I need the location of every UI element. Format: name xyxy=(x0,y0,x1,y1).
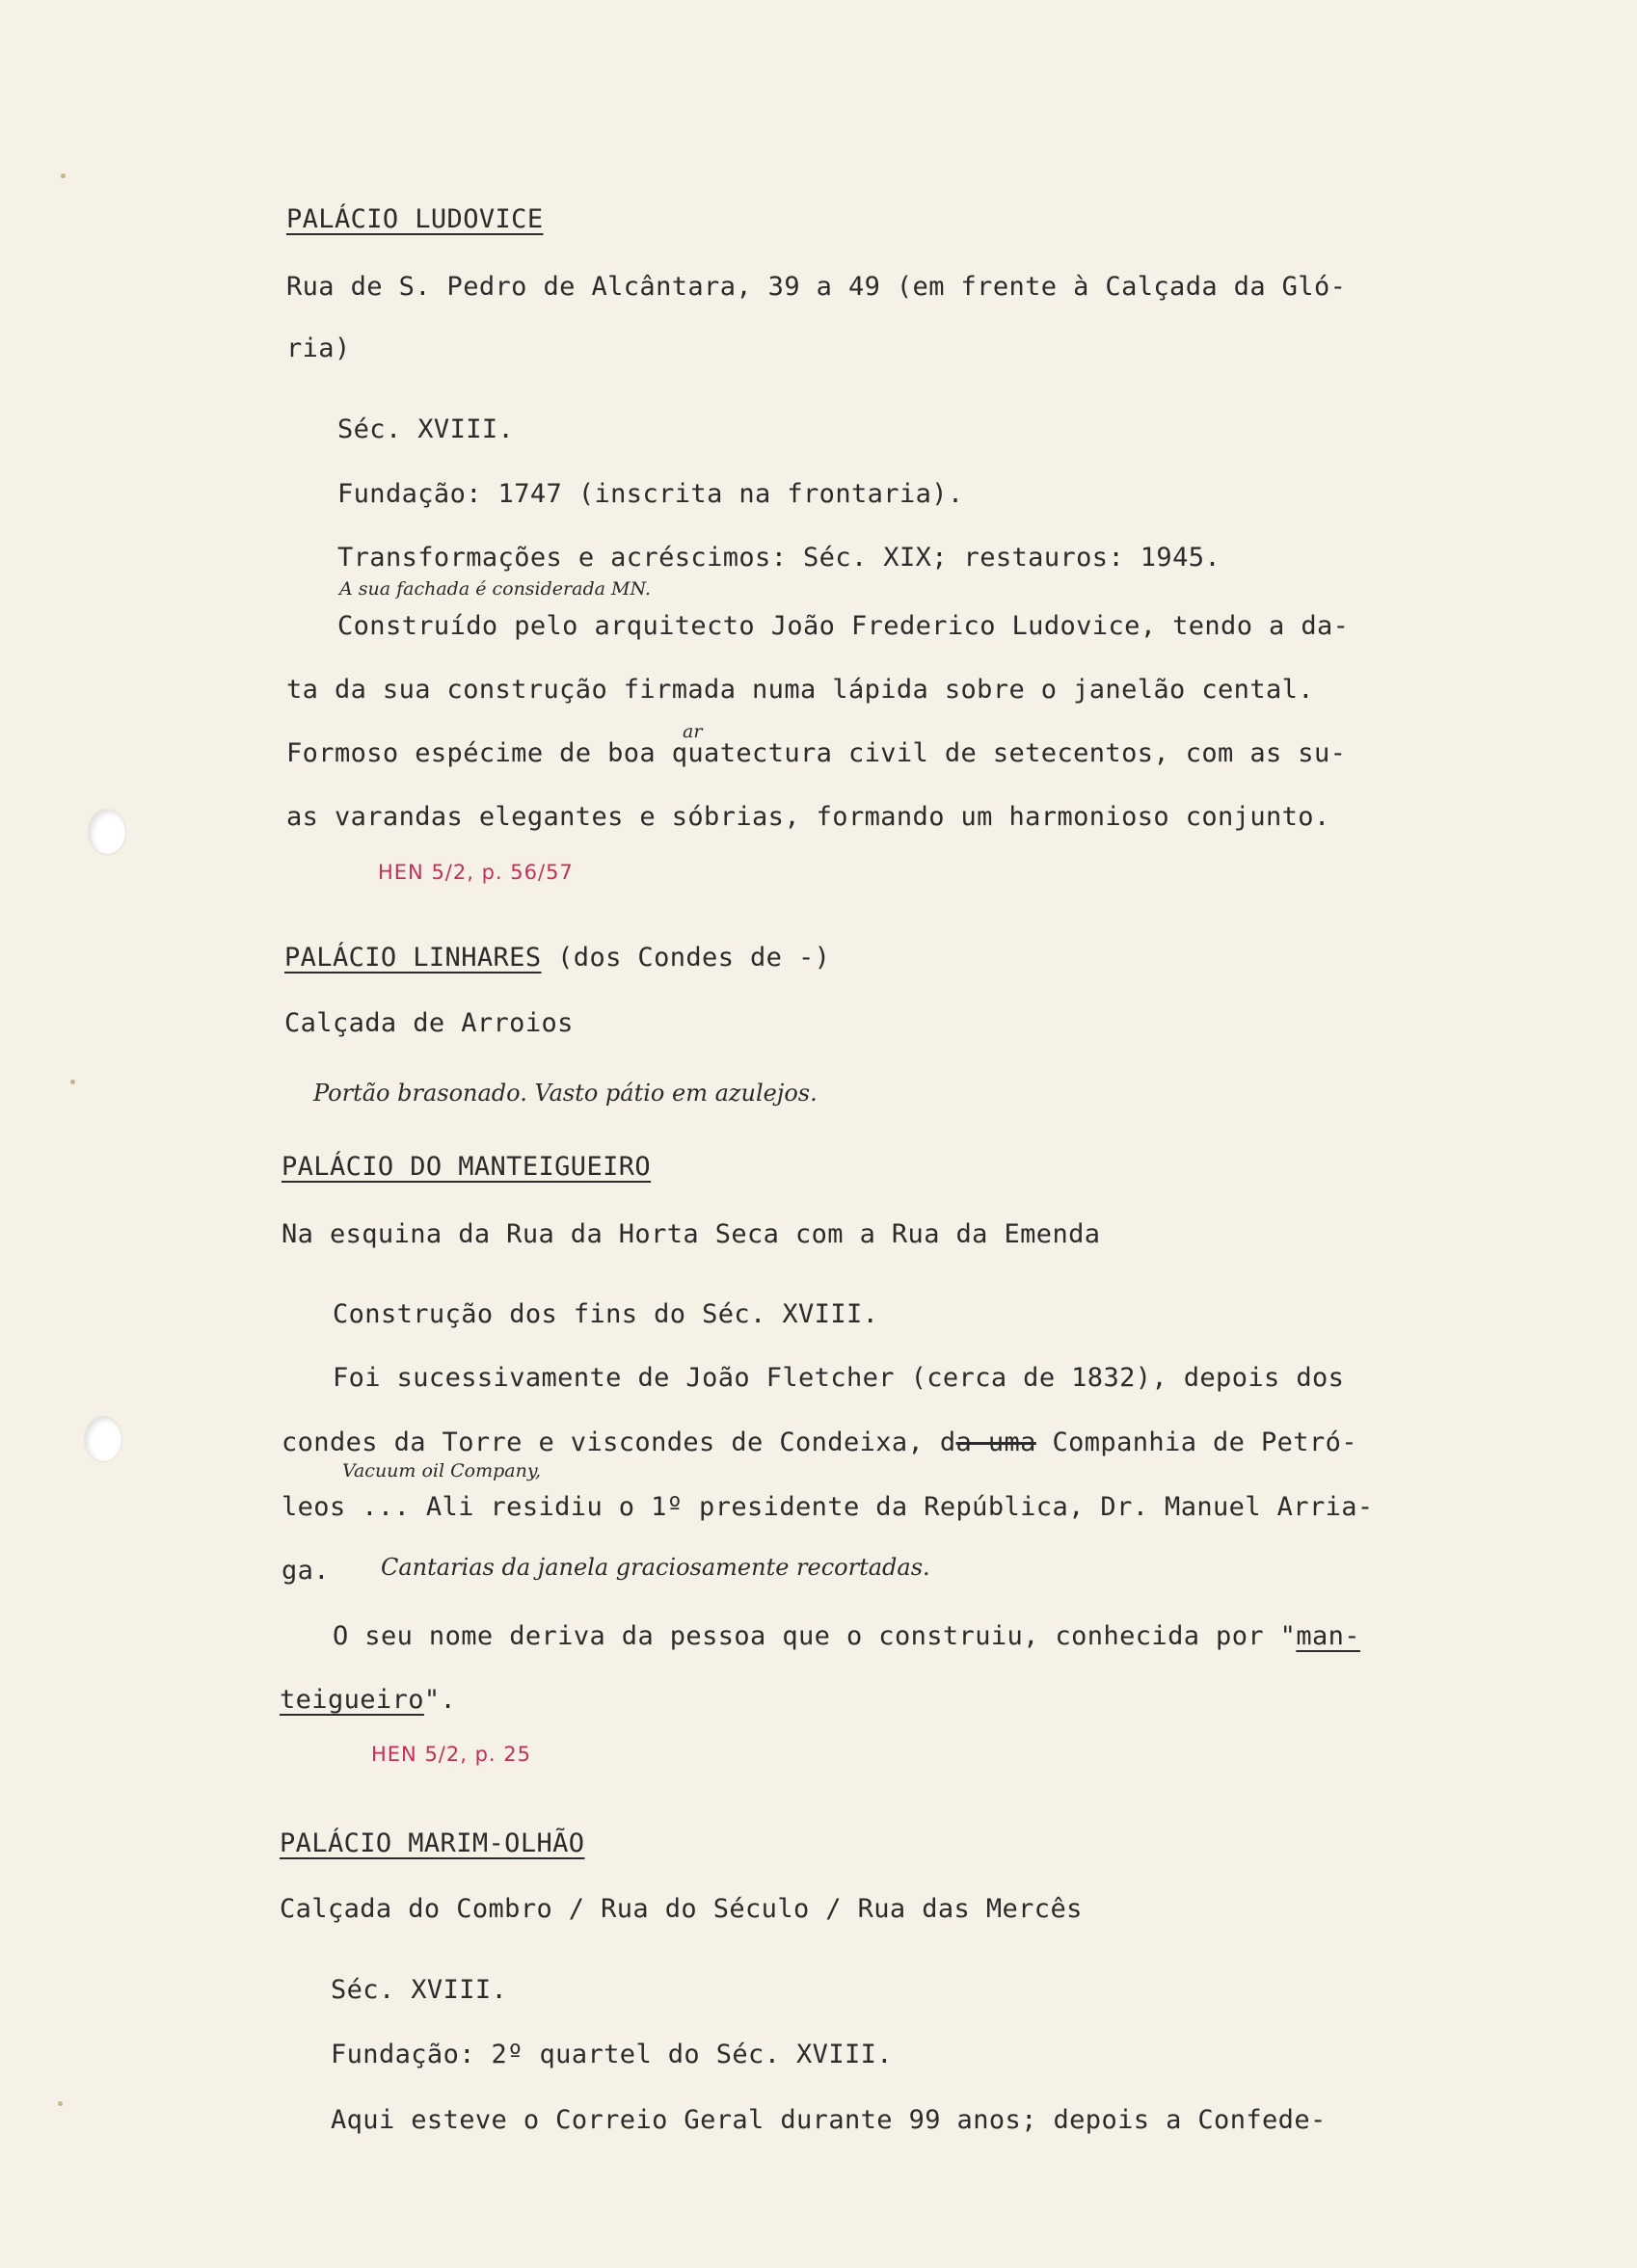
paper-speck xyxy=(58,2101,63,2106)
body-text: condes da Torre e viscondes de Condeixa, d xyxy=(282,1428,956,1457)
entry-title: PALÁCIO MARIM-OLHÃO xyxy=(280,1828,585,1858)
entry-title: PALÁCIO DO MANTEIGUEIRO xyxy=(282,1152,652,1182)
entry-body-line: Foi sucessivamente de João Fletcher (cerca de 1832), depois dos xyxy=(333,1363,1345,1393)
handwritten-annotation: Portão brasonado. Vasto pátio em azulejos. xyxy=(313,1080,818,1107)
entry-title-suffix: (dos Condes de -) xyxy=(557,943,831,973)
paper-speck xyxy=(61,173,66,178)
entry-body-line: Formoso espécime de boa quatectura civil de setecentos, com as su- xyxy=(286,738,1347,768)
body-text: ". xyxy=(423,1685,457,1715)
entry-address-continued: ria) xyxy=(286,334,351,363)
entry-address: Calçada de Arroios xyxy=(284,1008,574,1038)
body-text: Companhia de Petró- xyxy=(1035,1428,1357,1457)
entry-body-line: ga. xyxy=(282,1556,330,1586)
punch-hole-bottom xyxy=(85,1417,121,1461)
entry-body-line: as varandas elegantes e sóbrias, formando um harmonioso conjunto. xyxy=(286,802,1330,832)
entry-foundation: Fundação: 1747 (inscrita na frontaria). xyxy=(337,479,964,509)
entry-body-line: ta da sua construção firmada numa lápida sobre o janelão cental. xyxy=(286,675,1314,705)
entry-title: PALÁCIO LINHARES xyxy=(284,943,542,973)
entry-title: PALÁCIO LUDOVICE xyxy=(286,204,544,234)
paper-speck xyxy=(70,1080,75,1084)
handwritten-insert: Vacuum oil Company, xyxy=(342,1460,542,1481)
entry-body-line: leos ... Ali residiu o 1º presidente da República, Dr. Manuel Arria- xyxy=(282,1492,1374,1522)
entry-body-line xyxy=(282,1428,1357,1457)
archive-reference: HEN 5/2, p. 56/57 xyxy=(378,861,574,884)
struck-text: a uma xyxy=(955,1428,1036,1457)
handwritten-insert: ar xyxy=(683,721,703,742)
entry-transformations: Transformações e acréscimos: Séc. XIX; restauros: 1945. xyxy=(337,543,1221,573)
entry-foundation: Fundação: 2º quartel do Séc. XVIII. xyxy=(331,2040,893,2069)
entry-century: Séc. XVIII. xyxy=(337,414,515,444)
entry-address: Calçada do Combro / Rua do Século / Rua das Mercês xyxy=(280,1894,1083,1924)
underlined-text: man- xyxy=(1296,1621,1360,1651)
archive-reference: HEN 5/2, p. 25 xyxy=(371,1743,531,1766)
handwritten-annotation: A sua fachada é considerada MN. xyxy=(339,578,651,600)
entry-century: Séc. XVIII. xyxy=(331,1975,508,2005)
entry-address: Rua de S. Pedro de Alcântara, 39 a 49 (em frente à Calçada da Gló- xyxy=(286,272,1347,302)
entry-address: Na esquina da Rua da Horta Seca com a Rua da Emenda xyxy=(282,1219,1101,1249)
body-text: O seu nome deriva da pessoa que o construiu, conhecida por " xyxy=(333,1621,1297,1651)
entry-body-line xyxy=(333,1621,1360,1651)
handwritten-annotation: Cantarias da janela graciosamente recortadas. xyxy=(381,1554,930,1581)
entry-body-line: Aqui esteve o Correio Geral durante 99 anos; depois a Confede- xyxy=(331,2105,1327,2135)
entry-title-row xyxy=(284,943,830,973)
entry-body-line xyxy=(280,1685,456,1715)
entry-body-line: Construído pelo arquitecto João Frederico Ludovice, tendo a da- xyxy=(337,611,1350,641)
entry-construction: Construção dos fins do Séc. XVIII. xyxy=(333,1299,879,1329)
punch-hole-top xyxy=(89,810,125,854)
underlined-text: teigueiro xyxy=(280,1685,424,1715)
